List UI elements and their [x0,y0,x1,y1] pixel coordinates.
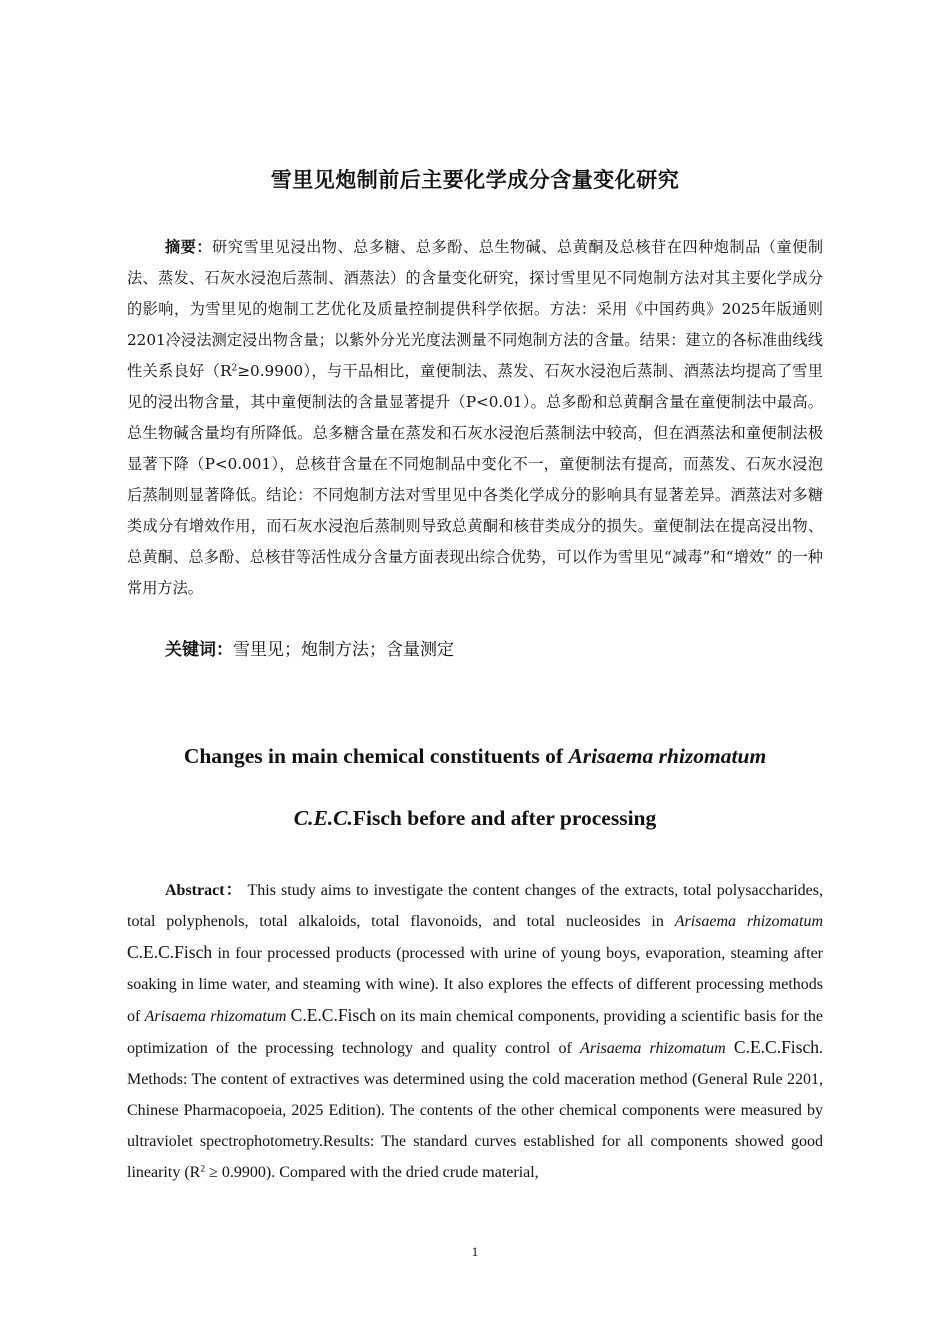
chinese-keywords-text: 雪里见；炮制方法；含量测定 [233,640,454,660]
english-abstract [127,875,823,1188]
species-name: Arisaema rhizomatum [580,1040,726,1057]
chinese-abstract [127,232,823,604]
chinese-abstract-text-2: ≥0.9900），与干品相比，童便制法、蒸发、石灰水浸泡后蒸制、酒蒸法均提高了雪里见的浸出物含量，其中童便制法的含量显著提升（P<0.01）。总多酚和总黄酮含量在童便制法中最高。总生物碱含量均有所降低。总多糖含量在蒸发和石灰水浸泡后蒸制法中较高，但在酒蒸法和童便制法极显著下降（P<0.001），总核苷含量在不同炮制品中变化不一，童便制法有提高，而蒸发、石灰水浸泡后蒸制则显著降低。结论：不同炮制方法对雪里见中各类化学成分的影响具有显著差异。酒蒸法对多糖类成分有增效作用，而石灰水浸泡后蒸制则导致总黄酮和核苷类成分的损失。童便制法在提高浸出物、总黄酮、总多酚、总核苷等活性成分含量方面表现出综合优势，可以作为雪里见“减毒”和“增效” 的一种常用方法。 [127,362,823,597]
species-authority: C.E.C.Fisch [290,1005,376,1025]
english-abstract-text-4: . Methods: The content of extractives was determined using the cold maceration method (General Rule 2201, Chinese Pharmacopoeia, 2025 Edition). The contents of the other chemical components were measured by ultraviolet spectrophotometry.Results: The standard curves established for all components showed good linearity (R [127,1040,823,1181]
species-authority: C.E.C.Fisch [733,1037,819,1057]
species-authority: C.E.C.Fisch [127,942,213,962]
english-abstract-label: Abstract： [165,882,243,899]
english-abstract-text-1: This study aims to investigate the content changes of the extracts, total polysaccharides, total polyphenols, total alkaloids, total flavonoids, and total nucleosides in [127,882,823,930]
english-title-species: Arisaema rhizomatum [568,744,767,768]
chinese-keywords [165,636,454,664]
english-title-text-2: Fisch before and after processing [352,806,657,830]
chinese-title: 雪里见炮制前后主要化学成分含量变化研究 [270,168,680,192]
species-name: Arisaema rhizomatum [674,913,823,930]
chinese-abstract-text-1: 研究雪里见浸出物、总多糖、总多酚、总生物碱、总黄酮及总核苷在四种炮制品（童便制法、蒸发、石灰水浸泡后蒸制、酒蒸法）的含量变化研究，探讨雪里见不同炮制方法对其主要化学成分的影响，为雪里见的炮制工艺优化及质量控制提供科学依据。方法：采用《中国药典》2025年版通则2201冷浸法测定浸出物含量；以紫外分光光度法测量不同炮制方法的含量。结果：建立的各标准曲线线性关系良好（R [127,238,824,380]
english-title-text: Changes in main chemical constituents of [183,744,569,768]
english-title-line-1 [0,744,950,769]
english-title-line-2 [0,806,950,831]
chinese-keywords-label: 关键词： [165,640,233,660]
english-title-authority: C.E.C. [293,806,353,830]
english-abstract-superscript: 2 [200,1163,206,1175]
chinese-abstract-label: 摘要： [165,238,213,256]
chinese-abstract-superscript: 2 [231,363,238,374]
page-number: 1 [471,1244,479,1259]
english-abstract-text-3: on its main chemical components, providing a scientific basis for the optimization of the processing technology and quality control of [127,1008,824,1057]
english-abstract-text-2: in four processed products (processed with urine of young boys, evaporation, steaming after soaking in lime water, and steaming with wine). It also explores the effects of different processing methods of [127,945,823,1025]
species-name: Arisaema rhizomatum [144,1008,287,1025]
english-abstract-text-5: ≥ 0.9900). Compared with the dried crude material, [205,1164,539,1181]
